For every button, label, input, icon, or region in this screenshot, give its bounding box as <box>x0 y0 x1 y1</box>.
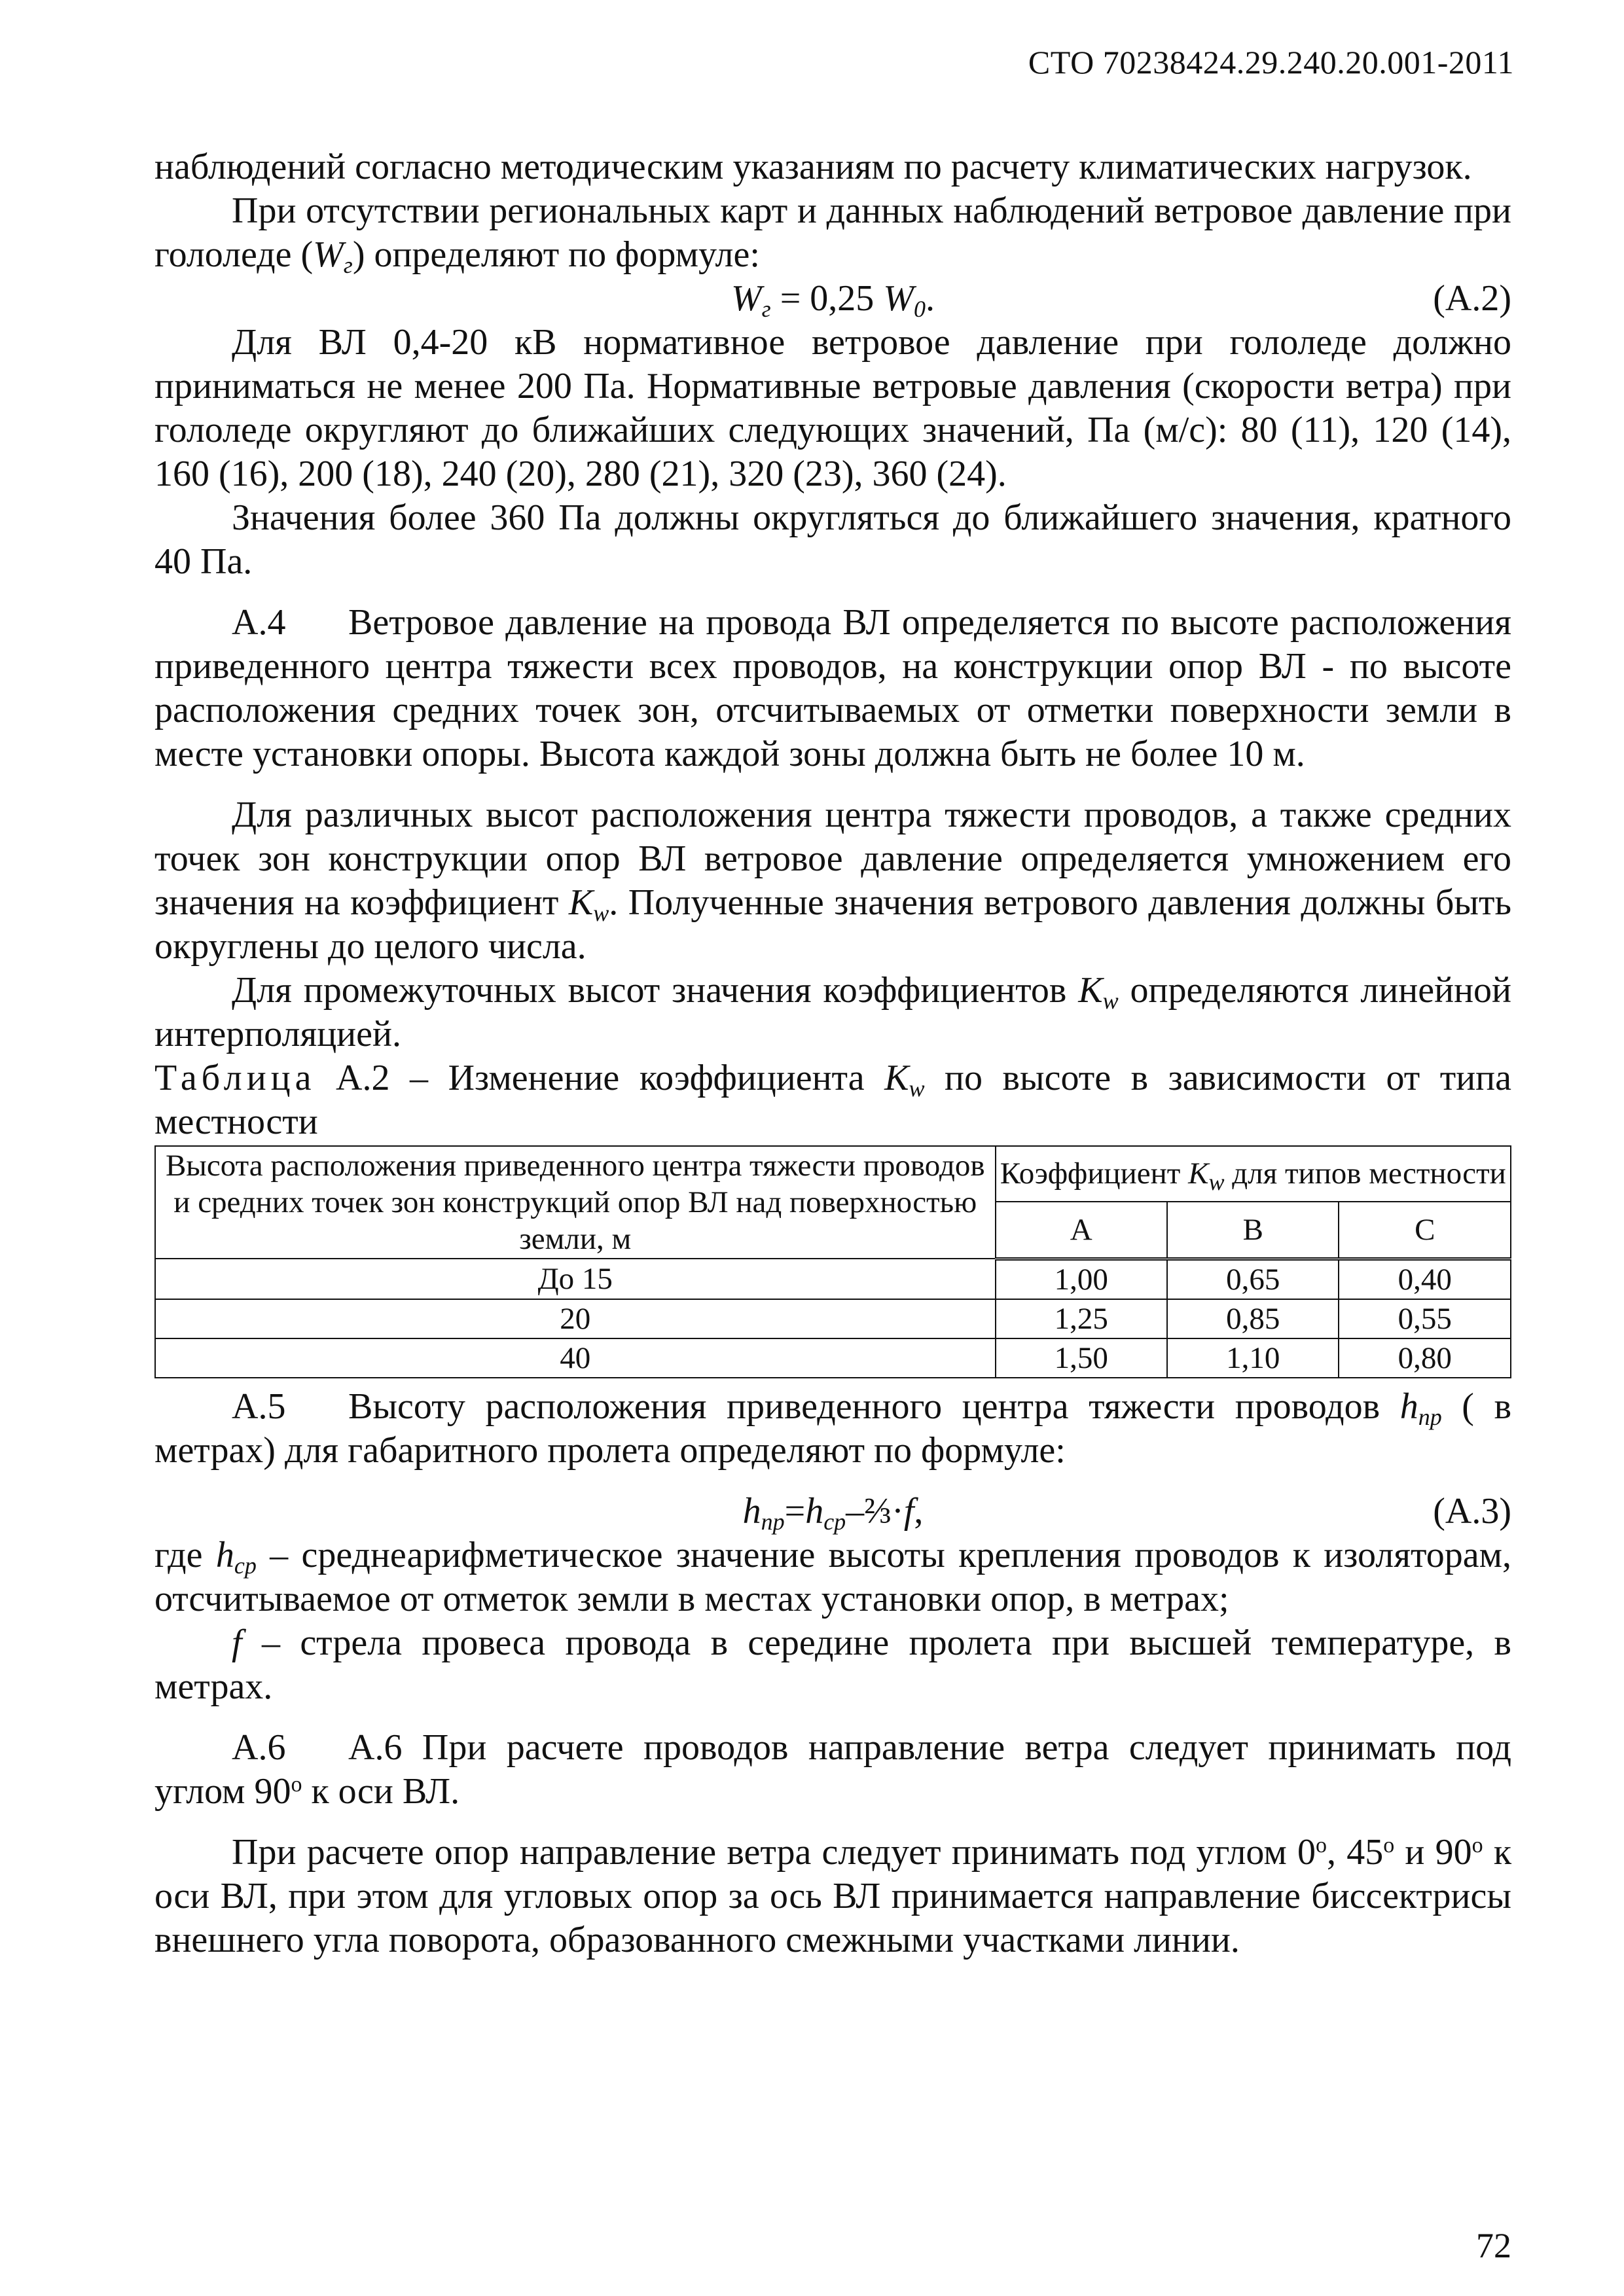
paragraph-continuation: наблюдений согласно методическим указаниям по расчету климатических нагрузок. <box>154 147 1472 187</box>
table-row <box>155 1338 1511 1378</box>
clause-id-a5: А.5 <box>232 1386 286 1427</box>
table-cell-c: 0,80 <box>1339 1338 1511 1378</box>
document-code-header: СТО 70238424.29.240.20.001-2011 <box>1028 44 1514 81</box>
table-cell-b: 0,65 <box>1167 1259 1339 1299</box>
table-cell-a: 1,25 <box>996 1299 1167 1338</box>
clause-id-a4: А.4 <box>232 602 286 643</box>
coefficient-table <box>154 1145 1511 1378</box>
definition-hcp: где $h_{ср}$ – среднеарифметическое значение высоты крепления проводов к изоляторам, отсчитываемое от отметок земли в местах установки опор, в метрах; <box>154 1534 1512 1619</box>
page-content <box>154 145 1511 1962</box>
table-cell-height: 40 <box>155 1338 996 1378</box>
table-row <box>155 1299 1511 1338</box>
paragraph-heights: Для различных высот расположения центра тяжести проводов, а также средних точек зон конструкции опор ВЛ ветровое давление определяется умножением его значения на коэффициент $K_w$. Полученные значения ветрового давления должны быть округлены до целого числа. <box>154 795 1511 967</box>
table-cell-b: 0,85 <box>1167 1299 1339 1338</box>
definition-f: f – стрела провеса провода в середине пролета при высшей температуре, в метрах. <box>154 1622 1511 1707</box>
table-header-height: Высота расположения приведенного центра тяжести проводов и средних точек зон конструкций опор ВЛ над поверхностью земли, м <box>155 1146 996 1259</box>
formula-number-a2: (А.2) <box>1433 278 1511 319</box>
paragraph-supports: При расчете опор направление ветра следует принимать под углом $0^о$, $45^о$ и $90^о$ к оси ВЛ, при этом для угловых опор за ось ВЛ принимается направление биссектрисы внешнего угла поворота, образованного смежными участками линии. <box>154 1831 1512 1960</box>
table-cell-c: 0,55 <box>1339 1299 1511 1338</box>
table-header-coefficient: Коэффициент $K_w$ для типов местности <box>996 1146 1511 1202</box>
formula-a2: $W_г = 0,25$ $W_0$. (А.2) <box>731 278 1511 322</box>
table-cell-height: 20 <box>155 1299 996 1338</box>
table-header-type-c: С <box>1339 1202 1511 1259</box>
clause-id-a6: А.6 <box>232 1727 286 1768</box>
table-cell-a: 1,00 <box>996 1259 1167 1299</box>
formula-a3: $h_{пр}=h_{ср}-\frac{2}{3}\cdot f$, (А.3) <box>742 1490 1511 1535</box>
table-cell-height: До 15 <box>155 1259 996 1299</box>
paragraph-vl-pressure: Для ВЛ 0,4-20 кВ нормативное ветровое давление при гололеде должно приниматься не менее 200 Па. Нормативные ветровые давления (скорости ветра) при гололеде округляют до ближайших следующих значений, Па (м/с): 80 (11), 120 (14), 160 (16), 200 (18), 240 (20), 280 (21), 320 (23), 360 (24). <box>154 322 1511 494</box>
paragraph-rounding: Значения более 360 Па должны округляться до ближайшего значения, кратного 40 Па. <box>154 497 1511 582</box>
table-cell-a: 1,50 <box>996 1338 1167 1378</box>
table-row <box>155 1259 1511 1299</box>
table-cell-b: 1,10 <box>1167 1338 1339 1378</box>
paragraph-interpolation: Для промежуточных высот значения коэффициентов $K_w$ определяются линейной интерполяцией. <box>154 970 1512 1054</box>
page-number: 72 <box>1476 2226 1511 2265</box>
table-header-type-a: А <box>996 1202 1167 1259</box>
clause-a6: А.6 А.6 При расчете проводов направление ветра следует принимать под углом $90^о$ к оси ВЛ. <box>154 1727 1511 1812</box>
table-header-type-b: В <box>1167 1202 1339 1259</box>
table-caption: Таблица А.2 – Изменение коэффициента $K_w$ по высоте в зависимости от типа местности <box>154 1058 1512 1142</box>
clause-a4: А.4 Ветровое давление на провода ВЛ определяется по высоте расположения приведенного центра тяжести всех проводов, на конструкции опор ВЛ - по высоте расположения средних точек зон, отсчитываемых от отметки поверхности земли в месте установки опоры. Высота каждой зоны должна быть не более 10 м. <box>154 602 1511 774</box>
clause-a5: А.5 Высоту расположения приведенного центра тяжести проводов $h_{пр}$ ( в метрах) для габаритного пролета определяют по формуле: <box>154 1386 1512 1471</box>
table-cell-c: 0,40 <box>1339 1259 1511 1299</box>
formula-number-a3: (А.3) <box>1433 1490 1511 1532</box>
paragraph-absence-of-maps: При отсутствии региональных карт и данных наблюдений ветровое давление при гололеде $(W_г)$ определяют по формуле: <box>154 190 1511 278</box>
